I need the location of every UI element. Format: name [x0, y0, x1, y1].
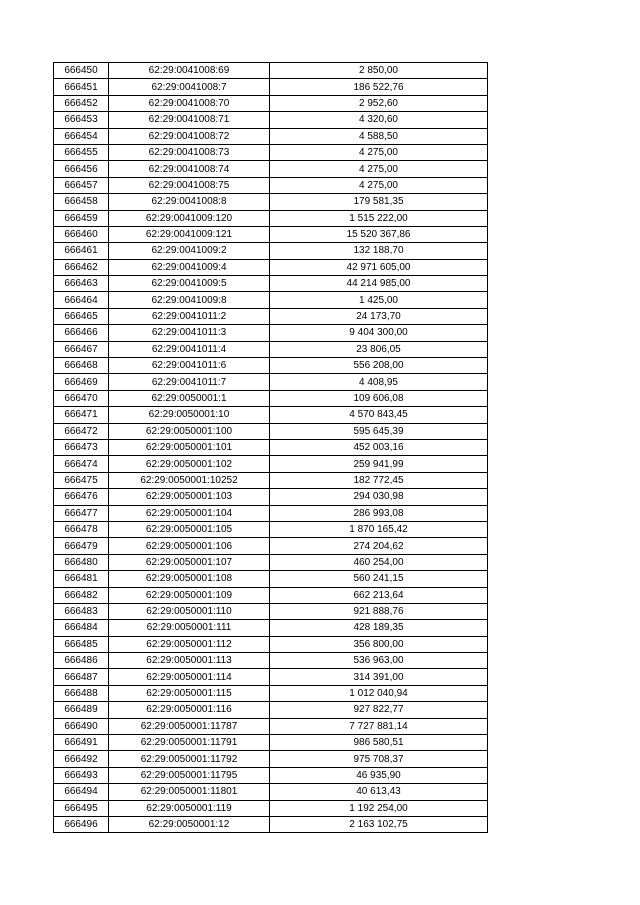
cadastral-value-cell: 179 581,35	[270, 194, 488, 210]
cadastral-number-cell: 62:29:0050001:103	[109, 489, 270, 505]
cadastral-value-cell: 7 727 881,14	[270, 718, 488, 734]
cadastral-number-cell: 62:29:0041009:121	[109, 226, 270, 242]
cadastral-value-cell: 186 522,76	[270, 79, 488, 95]
table-row	[54, 374, 488, 390]
row-number-cell: 666468	[54, 358, 109, 374]
table-row	[54, 620, 488, 636]
cadastral-number-cell: 62:29:0041009:4	[109, 259, 270, 275]
cadastral-number-cell: 62:29:0050001:12	[109, 816, 270, 832]
table-row	[54, 210, 488, 226]
cadastral-number-cell: 62:29:0050001:112	[109, 636, 270, 652]
cadastral-number-cell: 62:29:0041011:2	[109, 308, 270, 324]
cadastral-number-cell: 62:29:0050001:10252	[109, 472, 270, 488]
row-number-cell: 666480	[54, 554, 109, 570]
row-number-cell: 666462	[54, 259, 109, 275]
cadastral-value-cell: 536 963,00	[270, 653, 488, 669]
row-number-cell: 666495	[54, 800, 109, 816]
cadastral-number-cell: 62:29:0050001:101	[109, 439, 270, 455]
cadastral-value-cell: 286 993,08	[270, 505, 488, 521]
cadastral-value-cell: 560 241,15	[270, 571, 488, 587]
cadastral-value-cell: 4 588,50	[270, 128, 488, 144]
cadastral-value-cell: 556 208,00	[270, 358, 488, 374]
table-row	[54, 423, 488, 439]
row-number-cell: 666484	[54, 620, 109, 636]
cadastral-value-cell: 452 003,16	[270, 439, 488, 455]
cadastral-value-cell: 23 806,05	[270, 341, 488, 357]
cadastral-value-cell: 921 888,76	[270, 603, 488, 619]
table-row	[54, 669, 488, 685]
cadastral-number-cell: 62:29:0050001:1	[109, 390, 270, 406]
cadastral-number-cell: 62:29:0041008:71	[109, 112, 270, 128]
row-number-cell: 666477	[54, 505, 109, 521]
table-row	[54, 95, 488, 111]
table-row	[54, 79, 488, 95]
table-row	[54, 702, 488, 718]
row-number-cell: 666474	[54, 456, 109, 472]
row-number-cell: 666492	[54, 751, 109, 767]
cadastral-number-cell: 62:29:0050001:108	[109, 571, 270, 587]
table-row	[54, 685, 488, 701]
row-number-cell: 666486	[54, 653, 109, 669]
table-row	[54, 751, 488, 767]
row-number-cell: 666460	[54, 226, 109, 242]
cadastral-value-cell: 428 189,35	[270, 620, 488, 636]
row-number-cell: 666482	[54, 587, 109, 603]
row-number-cell: 666475	[54, 472, 109, 488]
cadastral-value-cell: 182 772,45	[270, 472, 488, 488]
cadastral-value-cell: 4 408,95	[270, 374, 488, 390]
row-number-cell: 666465	[54, 308, 109, 324]
cadastral-value-cell: 4 275,00	[270, 161, 488, 177]
cadastral-number-cell: 62:29:0050001:104	[109, 505, 270, 521]
cadastral-value-cell: 259 941,99	[270, 456, 488, 472]
cadastral-value-cell: 42 971 605,00	[270, 259, 488, 275]
cadastral-value-cell: 662 213,64	[270, 587, 488, 603]
table-row	[54, 816, 488, 832]
table-row	[54, 587, 488, 603]
row-number-cell: 666487	[54, 669, 109, 685]
cadastral-number-cell: 62:29:0041008:70	[109, 95, 270, 111]
cadastral-value-cell: 24 173,70	[270, 308, 488, 324]
table-row	[54, 161, 488, 177]
row-number-cell: 666494	[54, 784, 109, 800]
table-row	[54, 308, 488, 324]
row-number-cell: 666463	[54, 276, 109, 292]
cadastral-number-cell: 62:29:0050001:11795	[109, 767, 270, 783]
cadastral-number-cell: 62:29:0050001:10	[109, 407, 270, 423]
row-number-cell: 666483	[54, 603, 109, 619]
table-body	[54, 63, 488, 833]
row-number-cell: 666466	[54, 325, 109, 341]
cadastral-number-cell: 62:29:0050001:114	[109, 669, 270, 685]
cadastral-number-cell: 62:29:0050001:11791	[109, 735, 270, 751]
table-row	[54, 358, 488, 374]
row-number-cell: 666453	[54, 112, 109, 128]
table-row	[54, 177, 488, 193]
row-number-cell: 666491	[54, 735, 109, 751]
table-row	[54, 390, 488, 406]
table-row	[54, 784, 488, 800]
row-number-cell: 666485	[54, 636, 109, 652]
cadastral-number-cell: 62:29:0041011:4	[109, 341, 270, 357]
row-number-cell: 666481	[54, 571, 109, 587]
row-number-cell: 666479	[54, 538, 109, 554]
cadastral-number-cell: 62:29:0050001:110	[109, 603, 270, 619]
row-number-cell: 666496	[54, 816, 109, 832]
cadastral-value-cell: 46 935,90	[270, 767, 488, 783]
row-number-cell: 666452	[54, 95, 109, 111]
row-number-cell: 666461	[54, 243, 109, 259]
cadastral-number-cell: 62:29:0050001:116	[109, 702, 270, 718]
cadastral-value-cell: 2 163 102,75	[270, 816, 488, 832]
table-row	[54, 276, 488, 292]
table-row	[54, 456, 488, 472]
cadastral-value-cell: 2 952,60	[270, 95, 488, 111]
row-number-cell: 666478	[54, 521, 109, 537]
cadastral-number-cell: 62:29:0041009:120	[109, 210, 270, 226]
cadastral-number-cell: 62:29:0041011:3	[109, 325, 270, 341]
cadastral-value-cell: 1 192 254,00	[270, 800, 488, 816]
cadastral-number-cell: 62:29:0041008:8	[109, 194, 270, 210]
table-row	[54, 538, 488, 554]
row-number-cell: 666490	[54, 718, 109, 734]
cadastral-value-cell: 4 570 843,45	[270, 407, 488, 423]
table-row	[54, 472, 488, 488]
cadastral-number-cell: 62:29:0050001:113	[109, 653, 270, 669]
cadastral-number-cell: 62:29:0041009:8	[109, 292, 270, 308]
cadastral-value-cell: 4 275,00	[270, 177, 488, 193]
cadastral-number-cell: 62:29:0041008:73	[109, 144, 270, 160]
table-row	[54, 603, 488, 619]
row-number-cell: 666459	[54, 210, 109, 226]
table-row	[54, 243, 488, 259]
cadastral-value-cell: 314 391,00	[270, 669, 488, 685]
cadastral-number-cell: 62:29:0050001:11792	[109, 751, 270, 767]
table-row	[54, 226, 488, 242]
row-number-cell: 666464	[54, 292, 109, 308]
table-row	[54, 767, 488, 783]
cadastral-value-cell: 1 870 165,42	[270, 521, 488, 537]
cadastral-number-cell: 62:29:0050001:11787	[109, 718, 270, 734]
cadastral-value-cell: 44 214 985,00	[270, 276, 488, 292]
row-number-cell: 666451	[54, 79, 109, 95]
cadastral-number-cell: 62:29:0050001:100	[109, 423, 270, 439]
table-row	[54, 128, 488, 144]
table-row	[54, 112, 488, 128]
cadastral-number-cell: 62:29:0050001:107	[109, 554, 270, 570]
cadastral-value-cell: 132 188,70	[270, 243, 488, 259]
row-number-cell: 666456	[54, 161, 109, 177]
table-row	[54, 292, 488, 308]
row-number-cell: 666473	[54, 439, 109, 455]
cadastral-value-cell: 40 613,43	[270, 784, 488, 800]
table-row	[54, 735, 488, 751]
cadastral-value-cell: 595 645,39	[270, 423, 488, 439]
cadastral-number-cell: 62:29:0041011:7	[109, 374, 270, 390]
table-row	[54, 800, 488, 816]
cadastral-number-cell: 62:29:0050001:109	[109, 587, 270, 603]
cadastral-value-cell: 109 606,08	[270, 390, 488, 406]
cadastral-value-cell: 460 254,00	[270, 554, 488, 570]
cadastral-value-cell: 2 850,00	[270, 63, 488, 79]
cadastral-value-cell: 356 800,00	[270, 636, 488, 652]
table-row	[54, 505, 488, 521]
cadastral-number-cell: 62:29:0050001:106	[109, 538, 270, 554]
cadastral-number-cell: 62:29:0050001:119	[109, 800, 270, 816]
cadastral-value-cell: 927 822,77	[270, 702, 488, 718]
cadastral-number-cell: 62:29:0041008:74	[109, 161, 270, 177]
cadastral-number-cell: 62:29:0041009:2	[109, 243, 270, 259]
cadastral-value-cell: 975 708,37	[270, 751, 488, 767]
cadastral-value-cell: 1 515 222,00	[270, 210, 488, 226]
row-number-cell: 666450	[54, 63, 109, 79]
cadastral-number-cell: 62:29:0041011:6	[109, 358, 270, 374]
cadastral-value-cell: 294 030,98	[270, 489, 488, 505]
table-row	[54, 521, 488, 537]
cadastral-number-cell: 62:29:0050001:102	[109, 456, 270, 472]
cadastral-value-cell: 4 275,00	[270, 144, 488, 160]
table-row	[54, 259, 488, 275]
row-number-cell: 666488	[54, 685, 109, 701]
cadastral-value-cell: 9 404 300,00	[270, 325, 488, 341]
row-number-cell: 666476	[54, 489, 109, 505]
row-number-cell: 666472	[54, 423, 109, 439]
cadastral-number-cell: 62:29:0050001:11801	[109, 784, 270, 800]
row-number-cell: 666489	[54, 702, 109, 718]
row-number-cell: 666455	[54, 144, 109, 160]
table-row	[54, 63, 488, 79]
row-number-cell: 666458	[54, 194, 109, 210]
cadastral-number-cell: 62:29:0041008:69	[109, 63, 270, 79]
row-number-cell: 666470	[54, 390, 109, 406]
row-number-cell: 666493	[54, 767, 109, 783]
cadastral-value-cell: 986 580,51	[270, 735, 488, 751]
table-row	[54, 489, 488, 505]
table-row	[54, 653, 488, 669]
cadastral-value-table	[53, 62, 488, 833]
table-row	[54, 636, 488, 652]
cadastral-value-cell: 274 204,62	[270, 538, 488, 554]
cadastral-number-cell: 62:29:0050001:105	[109, 521, 270, 537]
table-row	[54, 554, 488, 570]
table-row	[54, 439, 488, 455]
cadastral-value-cell: 1 425,00	[270, 292, 488, 308]
row-number-cell: 666469	[54, 374, 109, 390]
row-number-cell: 666457	[54, 177, 109, 193]
table-row	[54, 571, 488, 587]
row-number-cell: 666467	[54, 341, 109, 357]
cadastral-value-cell: 4 320,60	[270, 112, 488, 128]
cadastral-number-cell: 62:29:0041009:5	[109, 276, 270, 292]
cadastral-value-cell: 1 012 040,94	[270, 685, 488, 701]
cadastral-number-cell: 62:29:0041008:72	[109, 128, 270, 144]
cadastral-number-cell: 62:29:0041008:7	[109, 79, 270, 95]
table-row	[54, 325, 488, 341]
row-number-cell: 666454	[54, 128, 109, 144]
cadastral-number-cell: 62:29:0050001:111	[109, 620, 270, 636]
table-row	[54, 718, 488, 734]
cadastral-number-cell: 62:29:0041008:75	[109, 177, 270, 193]
cadastral-value-cell: 15 520 367,86	[270, 226, 488, 242]
table-row	[54, 144, 488, 160]
table-row	[54, 407, 488, 423]
row-number-cell: 666471	[54, 407, 109, 423]
table-row	[54, 194, 488, 210]
table-row	[54, 341, 488, 357]
cadastral-number-cell: 62:29:0050001:115	[109, 685, 270, 701]
